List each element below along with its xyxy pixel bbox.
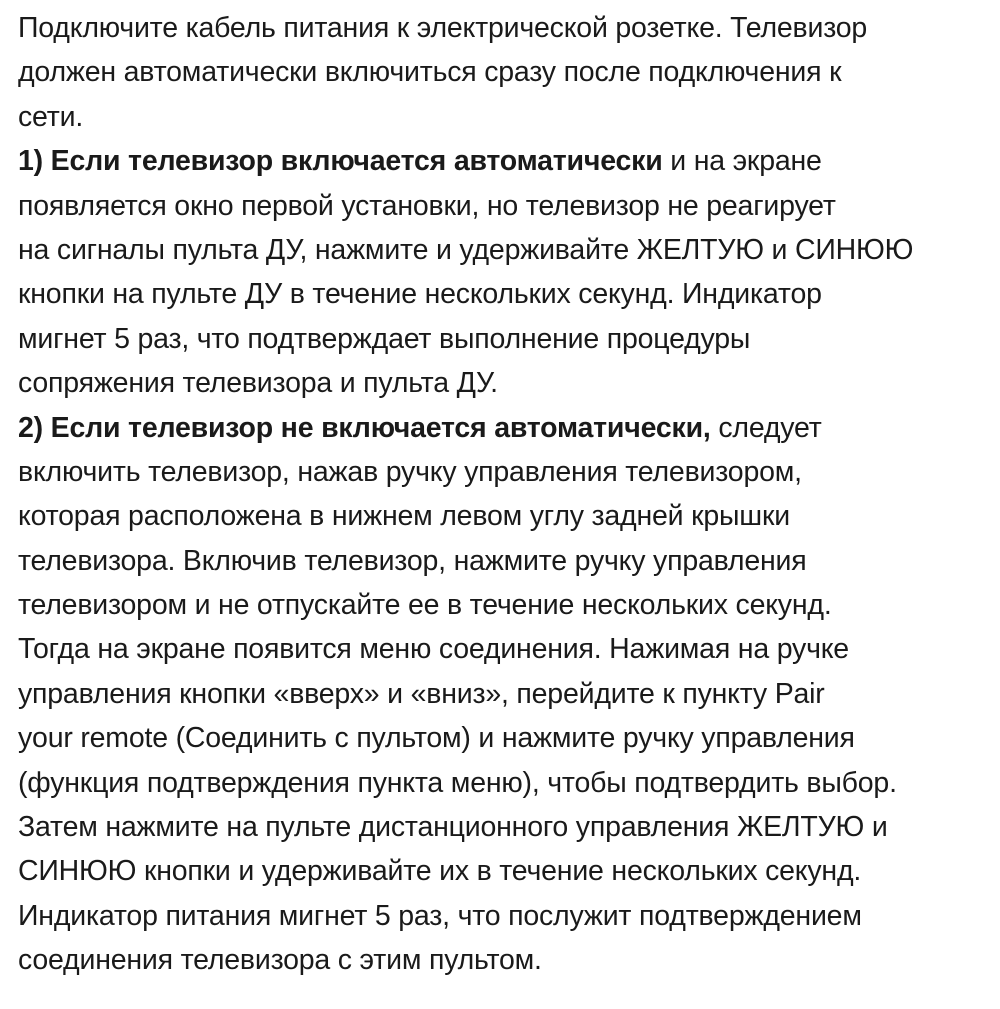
text-line: кнопки на пульте ДУ в течение нескольких секунд. Индикатор bbox=[18, 278, 822, 311]
text-line: (функция подтверждения пункта меню), чтобы подтвердить выбор. bbox=[18, 766, 897, 799]
text-line: которая расположена в нижнем левом углу задней крышки bbox=[18, 500, 790, 533]
text-line: сети. bbox=[18, 100, 84, 133]
text-line: your remote (Соединить с пультом) и нажмите ручку управления bbox=[18, 722, 855, 755]
text-line: мигнет 5 раз, что подтверждает выполнение процедуры bbox=[18, 322, 751, 355]
case2-first-line bbox=[18, 406, 1000, 450]
text-line: Индикатор питания мигнет 5 раз, что послужит подтверждением bbox=[18, 899, 862, 932]
text-line: соединения телевизора с этим пультом. bbox=[18, 944, 542, 977]
case1-first-line-rest: и на экране bbox=[662, 145, 822, 178]
text-line: включить телевизор, нажав ручку управления телевизором, bbox=[18, 455, 802, 488]
text-line: должен автоматически включиться сразу после подключения к bbox=[18, 56, 842, 89]
text-line: телевизором и не отпускайте ее в течение нескольких секунд. bbox=[18, 589, 832, 622]
text-line: телевизора. Включив телевизор, нажмите ручку управления bbox=[18, 544, 807, 577]
text-line: СИНЮЮ кнопки и удерживайте их в течение нескольких секунд. bbox=[18, 855, 862, 888]
case2-heading: 2) Если телевизор не включается автоматически, bbox=[18, 411, 711, 444]
text-line: Тогда на экране появится меню соединения. Нажимая на ручке bbox=[18, 633, 849, 666]
text-line: Затем нажмите на пульте дистанционного управления ЖЕЛТУЮ и bbox=[18, 811, 888, 844]
text-line: Подключите кабель питания к электрической розетке. Телевизор bbox=[18, 12, 868, 44]
text-line: сопряжения телевизора и пульта ДУ. bbox=[18, 367, 498, 400]
instruction-text bbox=[18, 6, 1000, 983]
case2-first-line-rest: следует bbox=[710, 411, 822, 444]
case1-first-line bbox=[18, 139, 1000, 183]
text-line: появляется окно первой установки, но телевизор не реагирует bbox=[18, 189, 836, 222]
case1-heading: 1) Если телевизор включается автоматически bbox=[18, 145, 663, 178]
text-line: управления кнопки «вверх» и «вниз», перейдите к пункту Pair bbox=[18, 677, 825, 710]
text-line: на сигналы пульта ДУ, нажмите и удерживайте ЖЕЛТУЮ и СИНЮЮ bbox=[18, 233, 914, 266]
